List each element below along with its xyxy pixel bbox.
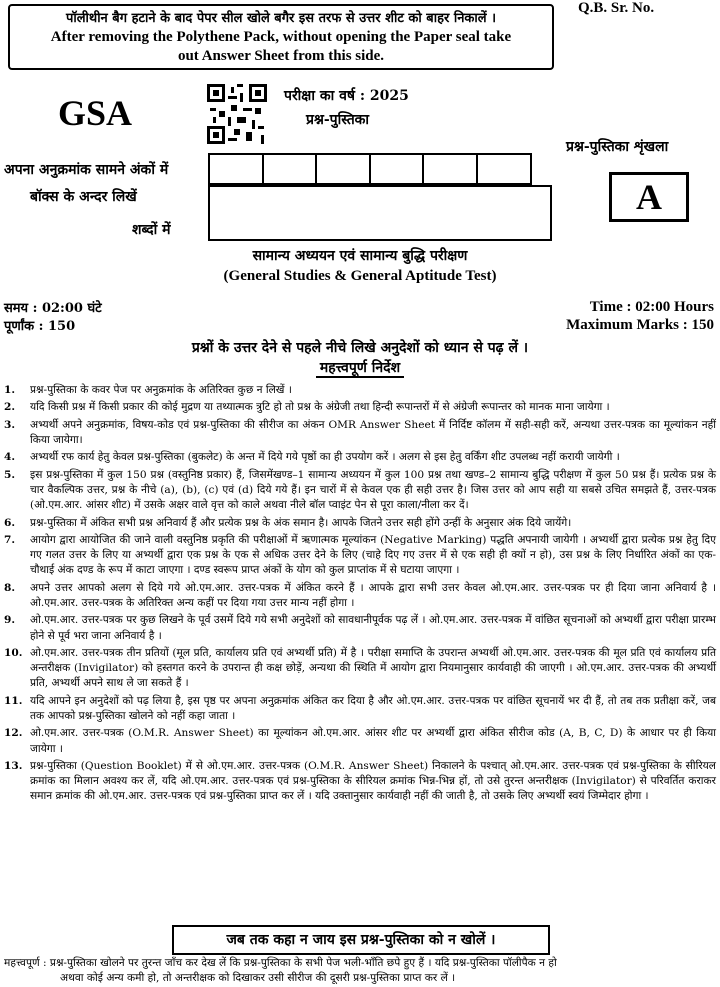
polythene-notice-box [8, 4, 554, 70]
time-hindi: समय : 02:00 घंटे [4, 301, 102, 316]
important-heading-text: महत्त्वपूर्ण निर्देश [316, 360, 404, 378]
qr-code-icon [207, 84, 267, 144]
instruction-number: 10. [4, 646, 23, 659]
roll-digit-box[interactable] [208, 153, 264, 185]
instruction-item [4, 726, 716, 756]
do-not-open-notice: जब तक कहा न जाय इस प्रश्न-पुस्तिका को न खोलें । [172, 925, 550, 955]
roll-digit-box[interactable] [476, 153, 532, 185]
instruction-item [4, 400, 716, 415]
roll-number-words-box[interactable] [208, 185, 552, 241]
instruction-text: ओ.एम.आर. उत्तर-पत्रक (O.M.R. Answer Sheet) का मूल्यांकन ओ.एम.आर. आंसर शीट पर अभ्यर्थी द्वारा अंकित सीरीज कोड (A, B, C, D) के आधार पर ही किया जायेगा । [30, 727, 716, 755]
roll-digit-box[interactable] [422, 153, 478, 185]
instruction-item [4, 613, 716, 643]
instruction-number: 4. [4, 451, 16, 464]
instruction-item [4, 646, 716, 692]
instruction-item [4, 516, 716, 531]
important-instructions-heading [0, 358, 720, 377]
footer-important-note [4, 956, 716, 986]
roll-number-words-label: शब्दों में [132, 222, 171, 238]
instruction-number: 13. [4, 759, 23, 772]
instruction-text: इस प्रश्न-पुस्तिका में कुल 150 प्रश्न (वस्तुनिष्ठ प्रकार) हैं, जिसमेंखण्ड–1 सामान्य अध्ययन में कुल 100 प्रश्न तथा खण्ड–2 सामान्य बुद्धि परीक्षण में कुल 50 प्रश्न हैं। प्रत्येक प्रश्न के चार वैकल्पिक उत्तर, प्रश्न के नीचे (a), (b), (c) एवं (d) दिये गये हैं। इन चारों में से केवल एक ही सही उत्तर है। जिस उत्तर को आप सही या सबसे उचित समझते हैं, उत्तर-पत्रक (ओ.एम.आर. आंसर शीट) में उसके अक्षर वाले वृत्त को काले अथवा नीले बॉल प्वाइंट पेन से पूरा काला/नीला कर दें। [30, 468, 716, 512]
instruction-text: अभ्यर्थी अपने अनुक्रमांक, विषय-कोड एवं प्रश्न-पुस्तिका की सीरीज का अंकन OMR Answer Sheet में निर्दिष्ट कॉलम में सही-सही करें, अन्यथा उत्तर-पत्रक का मूल्यांकन नहीं किया जायेगा। [30, 418, 716, 446]
time-english: Time : 02:00 Hours [589, 299, 714, 315]
read-instructions-note: प्रश्नों के उत्तर देने से पहले नीचे लिखे अनुदेशों को ध्यान से पढ़ लें । [191, 340, 529, 356]
instruction-item [4, 581, 716, 611]
exam-year: परीक्षा का वर्ष : 2025 [284, 88, 409, 104]
instruction-text: आयोग द्वारा आयोजित की जाने वाली वस्तुनिष्ठ प्रकृति की परीक्षाओं में ऋणात्मक मूल्यांकन (Negative Marking) पद्धति अपनायी जायेगी । अभ्यर्थी द्वारा प्रत्येक प्रश्न हेतु दिए गए गलत उत्तर के लिए या अभ्यर्थी द्वारा एक प्रश्न के एक से अधिक उत्तर देने के लिए (चाहे दिए गए उत्तर में से एक सही ही क्यों न हो), उस प्रश्न के लिए निर्धारित अंकों का एक-चौथाई अंक दण्ड के रूप में काटा जाएगा । दण्ड स्वरूप प्राप्त अंकों के योग को कुल प्राप्तांक में से घटाया जाएगा । [30, 533, 716, 577]
instruction-text: यदि किसी प्रश्न में किसी प्रकार की कोई मुद्रण या तथ्यात्मक त्रुटि हो तो प्रश्न के अंग्रेजी तथा हिन्दी रूपान्तरों में से अंग्रेजी रूपान्तर को मानक माना जायेगा । [30, 401, 610, 414]
roll-number-label-line2: बॉक्स के अन्दर लिखें [30, 189, 137, 205]
instruction-number: 6. [4, 516, 16, 529]
instruction-number: 3. [4, 418, 16, 431]
booklet-series-box: A [609, 172, 689, 222]
instruction-item [4, 759, 716, 805]
time-marks-hindi [4, 300, 102, 336]
instruction-item [4, 694, 716, 724]
instruction-text: अपने उत्तर आपको अलग से दिये गये ओ.एम.आर. उत्तर-पत्रक में अंकित करने हैं । आपके द्वारा सभी उत्तर केवल ओ.एम.आर. उत्तर-पत्रक पर ही दिया जाना अनिवार्य है । ओ.एम.आर. उत्तर-पत्रक के अतिरिक्त अन्य कहीं पर दिया गया उत्तर मान्य नहीं होगा । [30, 581, 716, 609]
qb-serial-number-label: Q.B. Sr. No. [578, 0, 655, 16]
roll-digit-box[interactable] [315, 153, 371, 185]
marks-hindi: पूर्णांक : 150 [4, 319, 76, 334]
instruction-text: प्रश्न-पुस्तिका में अंकित सभी प्रश्न अनिवार्य हैं और प्रत्येक प्रश्न के अंक समान है। आपके जितने उत्तर सही होंगे उन्हीं के अनुसार अंक दिये जायेंगे। [30, 516, 572, 529]
subject-title-english: (General Studies & General Aptitude Test) [223, 268, 497, 284]
instruction-text: अभ्यर्थी रफ कार्य हेतु केवल प्रश्न-पुस्तिका (बुकलेट) के अन्त में दिये गये पृष्ठों का ही उपयोग करें । अलग से इस हेतु वर्किंग शीट उपलब्ध नहीं करायी जायेगी । [30, 451, 620, 464]
instruction-text: प्रश्न-पुस्तिका (Question Booklet) में से ओ.एम.आर. उत्तर-पत्रक (O.M.R. Answer Sheet) निकालने के पश्चात् ओ.एम.आर. उत्तर-पत्रक एवं प्रश्न-पुस्तिका के सीरियल क्रमांक का मिलान अवश्य कर लें, यदि ओ.एम.आर. उत्तर-पत्रक एवं प्रश्न-पुस्तिका के सीरियल क्रमांक भिन्न-भिन्न हों, तो उसे तुरन्त अन्तरीक्षक (Invigilator) से परिवर्तित कराकर समान क्रमांक की ओ.एम.आर. उत्तर-पत्रक एवं प्रश्न-पुस्तिका प्राप्त कर लें । यदि उक्तानुसार कार्यवाही नहीं की जाती है, तो उसके लिए अभ्यर्थी स्वयं जिम्मेदार होगा । [30, 759, 716, 803]
instruction-number: 2. [4, 401, 16, 414]
roll-number-label-line1: अपना अनुक्रमांक सामने अंकों में [4, 162, 169, 178]
instruction-item [4, 468, 716, 514]
booklet-series-label: प्रश्न-पुस्तिका शृंखला [566, 139, 669, 155]
instruction-text: ओ.एम.आर. उत्तर-पत्रक तीन प्रतियों (मूल प्रति, कार्यालय प्रति एवं अभ्यर्थी प्रति) में है । परीक्षा समाप्ति के उपरान्त अभ्यर्थी ओ.एम.आर. उत्तर-पत्रक की मूल प्रति एवं कार्यालय प्रति अन्तरीक्षक (Invigilator) को हस्तगत करने के उपरान्त ही कक्ष छोड़ें, अन्यथा की स्थिति में आयोग द्वारा नियमानुसार कार्यवाही की जाएगी । ओ.एम.आर. उत्तर-पत्रक की अभ्यर्थी प्रति, अभ्यर्थी अपने साथ ले जा सकते हैं । [30, 646, 716, 690]
roll-number-digit-boxes[interactable] [208, 153, 530, 185]
instruction-number: 12. [4, 727, 23, 740]
notice-english-line2: out Answer Sheet from this side. [177, 48, 385, 64]
booklet-title: प्रश्न-पुस्तिका [306, 112, 370, 128]
exam-code: GSA [58, 93, 133, 133]
instruction-item [4, 383, 716, 398]
instruction-number: 9. [4, 614, 16, 627]
subject-title-hindi: सामान्य अध्ययन एवं सामान्य बुद्धि परीक्षण [252, 248, 468, 264]
instruction-item [4, 450, 716, 465]
footer-line1: महत्त्वपूर्ण : प्रश्न-पुस्तिका खोलने पर तुरन्त जाँच कर देख लें कि प्रश्न-पुस्तिका के सभी पेज भली-भाँति छपे हुए हैं । यदि प्रश्न-पुस्तिका पॉलीपैक न हो [4, 957, 557, 969]
instruction-number: 8. [4, 581, 16, 594]
instruction-text: ओ.एम.आर. उत्तर-पत्रक पर कुछ लिखने के पूर्व उसमें दिये गये सभी अनुदेशों को सावधानीपूर्वक पढ़ लें । ओ.एम.आर. उत्तर-पत्रक में वांछित सूचनाओं को अभ्यर्थी द्वारा परीक्षा प्रारम्भ होने से पूर्व भरा जाना अनिवार्य है । [30, 614, 716, 642]
instructions-list [4, 383, 716, 807]
instruction-item [4, 533, 716, 579]
instruction-number: 5. [4, 468, 16, 481]
time-marks-english [566, 298, 714, 334]
marks-english: Maximum Marks : 150 [566, 317, 714, 333]
instruction-number: 1. [4, 384, 16, 396]
notice-hindi: पॉलीथीन बैग हटाने के बाद पेपर सील खोले बगैर इस तरफ से उत्तर शीट को बाहर निकालें । [65, 11, 497, 26]
instruction-text: प्रश्न-पुस्तिका के कवर पेज पर अनुक्रमांक के अतिरिक्त कुछ न लिखें । [30, 384, 292, 396]
notice-english-line1: After removing the Polythene Pack, without opening the Paper seal take [50, 29, 512, 45]
roll-digit-box[interactable] [369, 153, 425, 185]
roll-digit-box[interactable] [262, 153, 318, 185]
instruction-number: 7. [4, 533, 16, 546]
instruction-item [4, 418, 716, 448]
instruction-number: 11. [4, 694, 23, 707]
instruction-text: यदि आपने इन अनुदेशों को पढ़ लिया है, इस पृष्ठ पर अपना अनुक्रमांक अंकित कर दिया है और ओ.एम.आर. उत्तर-पत्रक पर वांछित सूचनायें भर दी हैं, तो तब तक प्रतीक्षा करें, जब तक आपको प्रश्न-पुस्तिका खोलने को नहीं कहा जाता । [30, 694, 716, 722]
footer-line2: अथवा कोई अन्य कमी हो, तो अन्तरीक्षक को दिखाकर उसी सीरीज की दूसरी प्रश्न-पुस्तिका प्राप्त कर लें । [60, 972, 456, 984]
